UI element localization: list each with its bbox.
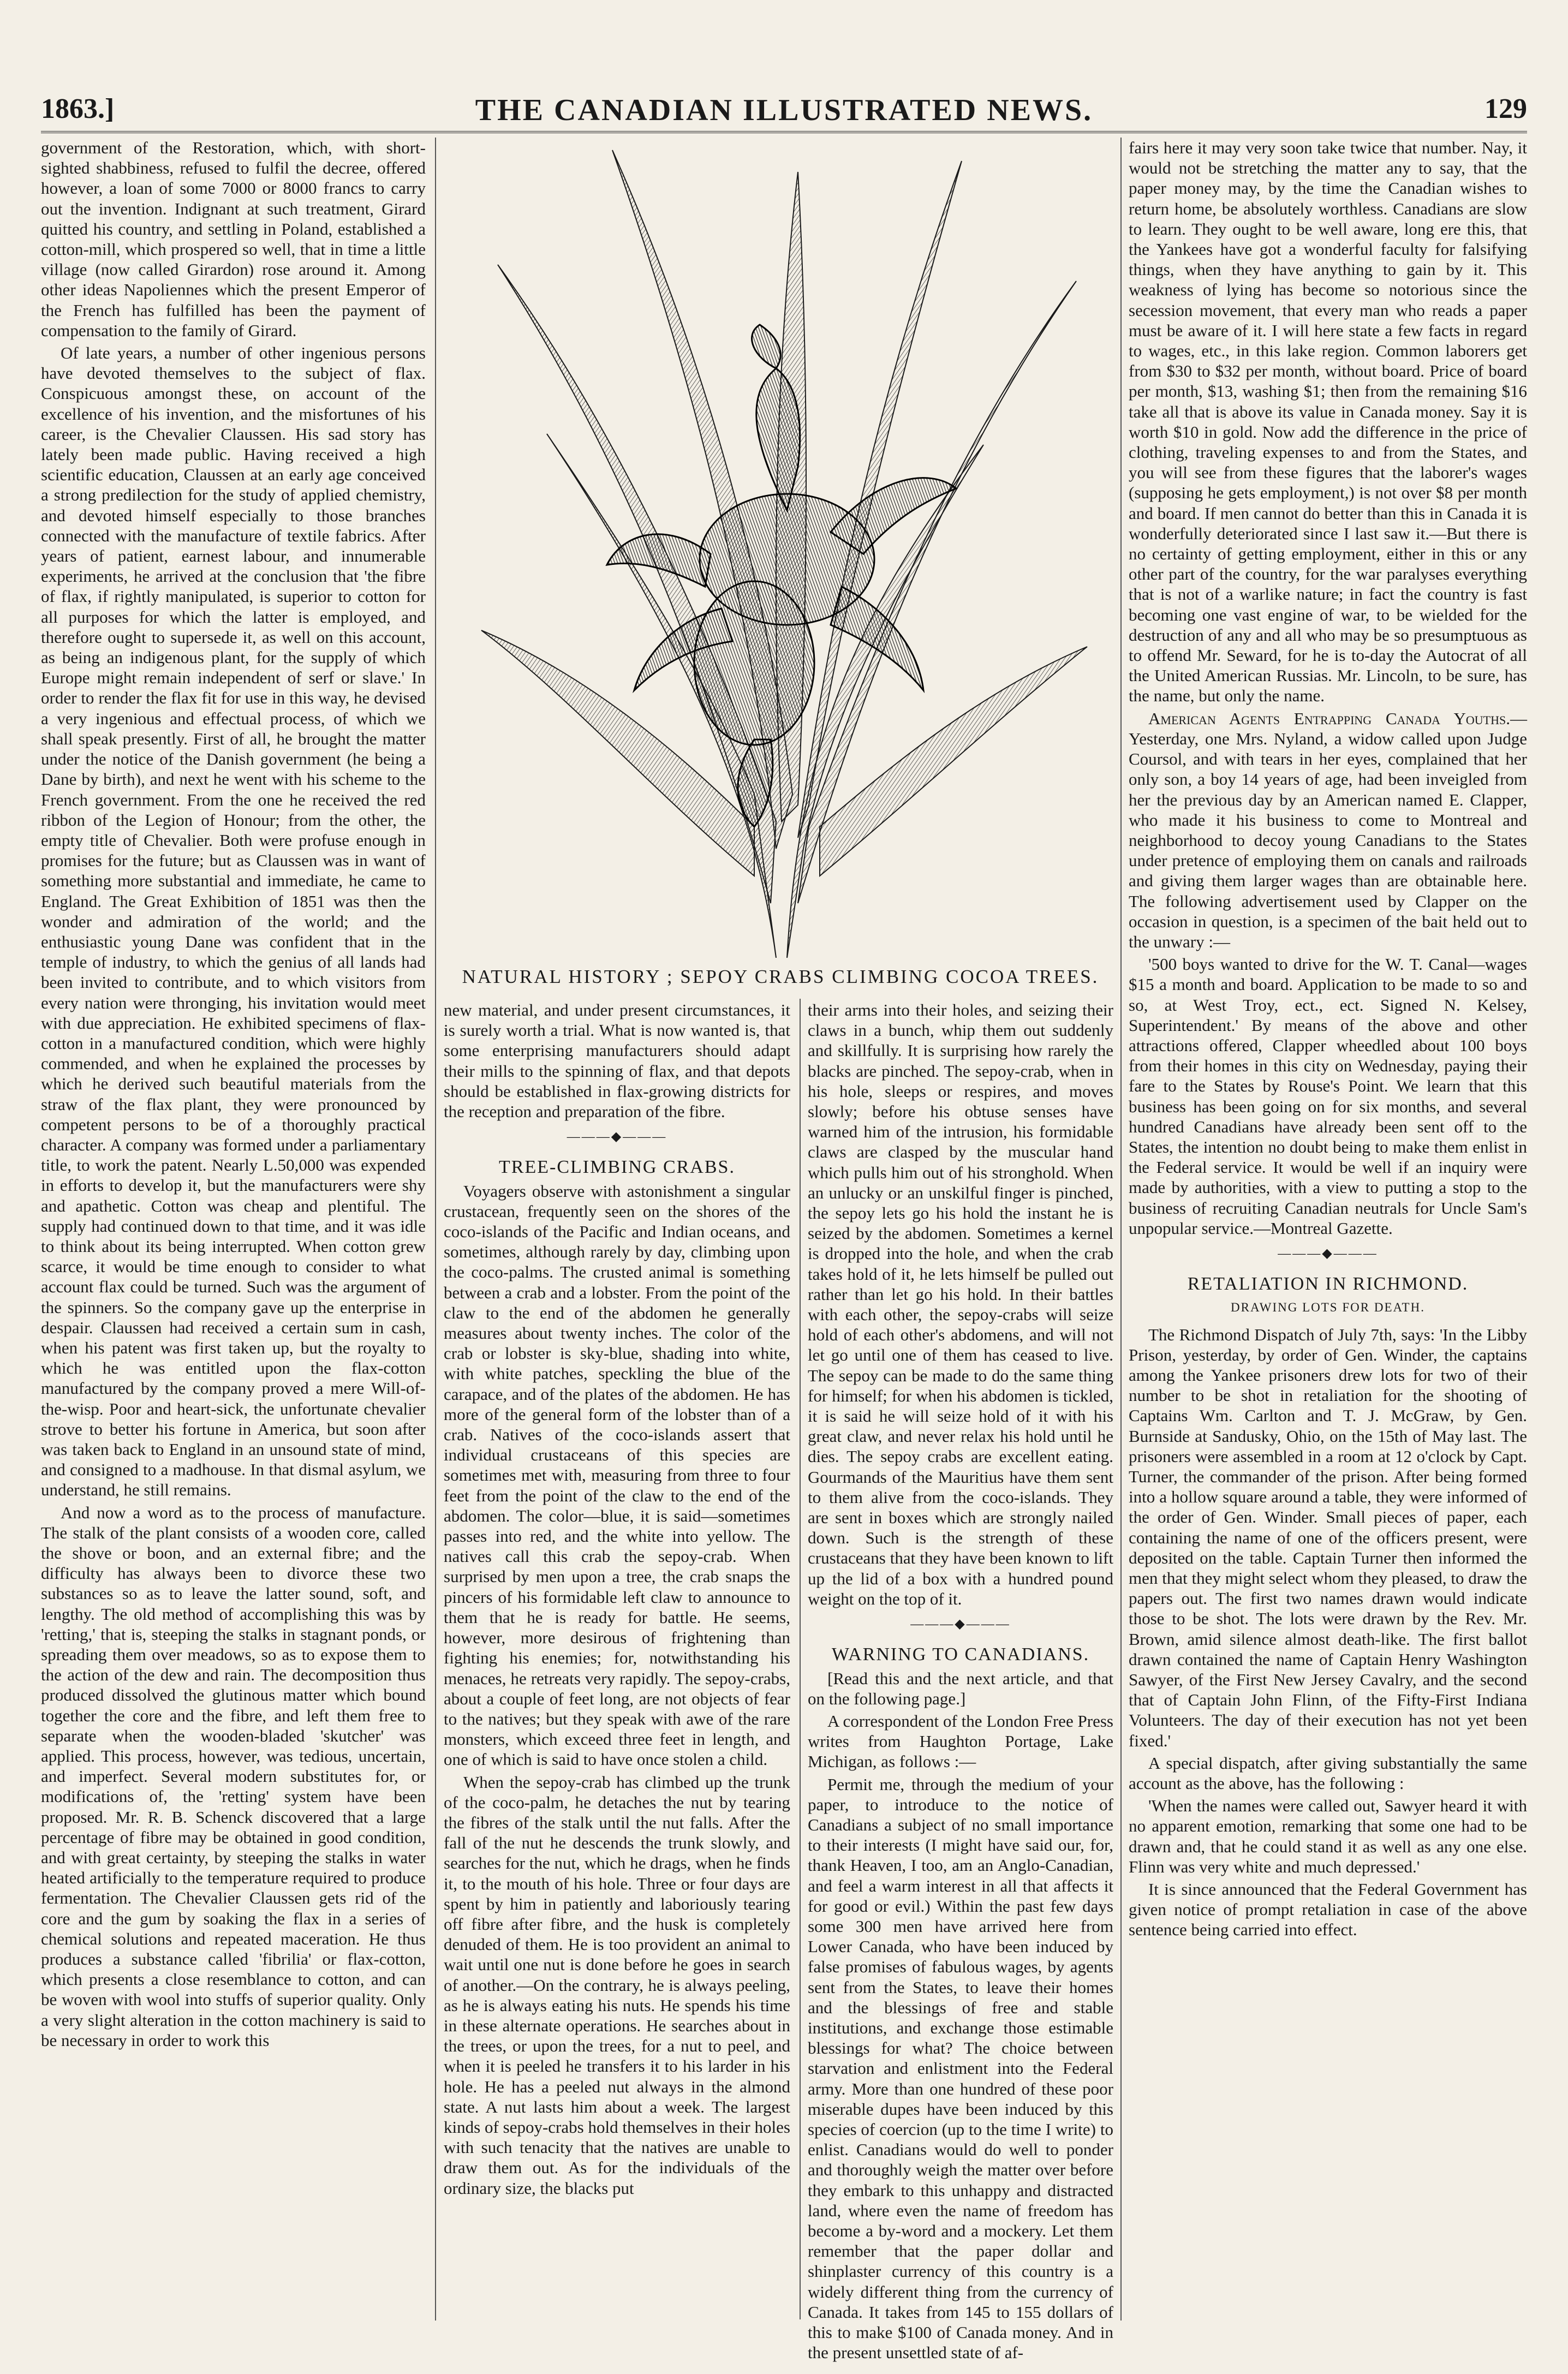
- column-4: [1129, 138, 1527, 2326]
- section-heading: TREE-CLIMBING CRABS.: [499, 1157, 735, 1178]
- masthead: [41, 93, 1527, 131]
- article-paragraph: When the sepoy-crab has climbed up the trunk of the coco-palm, he detaches the nut by tearing the fibres of the stalk until the nut falls. After the fall of the nut he descends the trunk slowly, and searches for the nut, which he drags, when he finds it, to the mouth of his hole. Three or four days are spent by him in patiently and laboriously tearing off fibre after fibre, and the husk is completely denuded of them. He is too provident an animal to wait until one nut is done before he goes in search of another.—On the contrary, he is always peeling, as he is always eating his nuts. He spends his time in these alternate operations. He searches about in the trees, or upon the trees, for a nut to peel, and when it is peeled he transfers it to his larder in his hole. He has a peeled nut always in the almond state. A nut lasts him about a week. The largest kinds of sepoy-crabs hold themselves in their holes with such tenacity that the natives are unable to draw them out. As for the individuals of the ordinary size, the blacks put: [444, 1772, 790, 2198]
- section-heading: WARNING TO CANADIANS.: [831, 1644, 1090, 1665]
- column-3: [808, 1000, 1113, 2363]
- article-paragraph: Of late years, a number of other ingenious persons have devoted themselves to the subject of flax. Conspicuous amongst these, on account of the excellence of his invention, and the misfortunes of his career, is the Chevalier Claussen. His sad story has lately been made public. Having received a high scientific education, Claussen at an early age conceived a strong predilection for the study of applied chemistry, and devoted himself especially to those branches connected with the manufacture of textile fabrics. After years of patient, earnest labour, and innumerable experiments, he arrived at the conclusion that 'the fibre of flax, if rightly manipulated, is superior to cotton for all purposes for which the latter is employed, and therefore ought to supersede it, as well on this account, as being an indigenous plant, for the supply of which Europe might remain independent of serf or slave.' In order to render the flax fit for use in this way, he devised a very ingenious and effectual process, of which we shall speak presently. First of all, he brought the matter under the notice of the Danish government (he being a Dane by birth), and next he went with his scheme to the French government. From the one he received the red ribbon of the Legion of Honour; from the other, the empty title of Chevalier. Both were profuse enough in promises for the future; but as Claussen was in want of something more substantial and immediate, he came to England. The Great Exhibition of 1851 was then the wonder and admiration of the world; and the enthusiastic young Dane was confident that in the temple of industry, to which the genius of all lands had been invited to contribute, and to which visitors from every nation were thronging, his invitation would meet with due appreciation. He exhibited specimens of flax-cotton in a manufactured condition, which were highly commended, and when he explained the processes by which he derived such beautiful materials from the straw of the flax plant, they were pronounced by competent persons to be of a thoroughly practical character. A company was formed under a parliamentary title, to work the patent. Nearly L.50,000 was expended in efforts to develop it, but the manufacturers were shy and apathetic. Cotton was cheap and plentiful. The supply had continued down to that time, and it was idle to think about its being interrupted. When cotton grew scarce, it would be time enough to consider to what account flax could be turned. Such was the argument of the spinners. So the company gave up the enterprise in despair. Claussen had received a certain sum in cash, when his patent was first taken up, but the royalty to which he was entitled upon the flax-cotton manufactured by the company proved a mere Will-of-the-wisp. Poor and heart-sick, the unfortunate chevalier strove to better his fortune in America, but soon after was taken back to England in an unsound state of mind, and consigned to a madhouse. In that dismal asylum, we understand, he still remains.: [41, 343, 426, 1500]
- column-divider: [1120, 138, 1122, 2321]
- ornament-divider: ———◆———: [567, 1130, 667, 1144]
- section-heading: RETALIATION IN RICHMOND.: [1187, 1274, 1469, 1295]
- article-paragraph: '500 boys wanted to drive for the W. T. Canal—wages $15 a month and board. Application to be made to so and so, at West Troy, ect., ect. Signed N. Kelsey, Superintendent.' By means of the above and other attractions offered, Clapper wheedled about 100 boys from their homes in this city on Wednesday, paying their fare to the States by Rouse's Point. We learn that this business has been going on for six months, and several hundred Canadians have already been sent off to the States, the intention no doubt being to make them enlist in the Federal service. It would be well if an inquiry were made by authorities, with a view to putting a stop to the business of recruiting Canadian neutrals for Uncle Sam's unpopular service.—Montreal Gazette.: [1129, 955, 1527, 1238]
- issue-year: 1863.]: [41, 93, 115, 124]
- article-lead: American Agents Entrapping Canada Youths.: [1148, 708, 1510, 728]
- article-paragraph: A correspondent of the London Free Press writes from Haughton Portage, Lake Michigan, as follows :—: [808, 1711, 1113, 1771]
- masthead-rule: [41, 131, 1527, 133]
- page-number: 129: [1484, 93, 1527, 124]
- article-paragraph: their arms into their holes, and seizing their claws in a bunch, whip them out suddenly and skillfully. It is surprising how rarely the blacks are pinched. The sepoy-crab, when in his hole, sleeps or respires, and moves slowly; before his obtuse senses have warned him of the intrusion, his formidable claws are clasped by the muscular hand which pulls him out of his stronghold. When an unlucky or an unskilful finger is pinched, the sepoy lets go his hold the instant he is seized by the abdomen. Sometimes a kernel is dropped into the hole, and when the crab takes hold of it, he lets himself be pulled out rather than let go his hold. In their battles with each other, the sepoy-crabs will seize hold of each other's abdomens, and will not let go until one of them has ceased to live. The sepoy can be made to do the same thing for himself; for when his abdomen is tickled, it is said he will seize hold of it with his great claw, and never relax his hold until he dies. The sepoy crabs are excellent eating. Gourmands of the Mauritius have them sent to them alive from the coco-islands. They are sent in boxes which are strongly nailed down. Such is the strength of these crustaceans that they have been known to lift up the lid of a box with a hundred pound weight on the top of it.: [808, 1000, 1113, 1608]
- crab-illustration: [449, 139, 1109, 974]
- article-paragraph: 'When the names were called out, Sawyer heard it with no apparent emotion, remarking that some one had to be drawn and, that he could stand it as well as any one else. Flinn was very white and much depressed.': [1129, 1796, 1527, 1876]
- column-divider: [800, 999, 801, 2319]
- sepoy-crab-engraving: [449, 139, 1109, 974]
- article-paragraph: fairs here it may very soon take twice that number. Nay, it would not be stretching the matter any to say, that the paper money may, by the time the Canadian wishes to return home, be absolutely worthless. Canadians are slow to learn. They ought to be well aware, long ere this, that the Yankees have got a wonderful faculty for falsifying things, when they have anything to gain by it. This weakness of lying has become so notorious since the secession movement, that every man who reads a paper must be aware of it. I will here state a few facts in regard to wages, etc., in this lake region. Common laborers get from $30 to $32 per month, without board. Price of board per month, $13, washing $1; then from the remaining $16 take all that is above its value in Canada money. Say it is worth $10 in gold. Now add the difference in the price of clothing, traveling expenses to and from the States, and you will see from these figures that the laborer's wages (supposing he gets employment,) is not over $8 per month and board. If men cannot do better than this in Canada it is wonderfully deteriorated since I last saw it.—But there is no certainty of getting employment, either in this or any other part of the country, for the war paralyses everything that is not of a warlike nature; in fact the country is fast becoming one vast engine of war, to be wielded for the destruction of any and all who may be so presumptuous as to offend Mr. Seward, for he is to-day the Autocrat of all the United American Russias. Mr. Lincoln, to be sure, has the name, but only the name.: [1129, 138, 1527, 706]
- editor-note: [Read this and the next article, and that on the following page.]: [808, 1668, 1113, 1708]
- article-paragraph: Voyagers observe with astonishment a singular crustacean, frequently seen on the shores of the coco-islands of the Pacific and Indian oceans, and sometimes, although rarely by day, climbing upon the coco-palms. The crusted animal is something between a crab and a lobster. From the point of the claw to the end of the abdomen he generally measures about twenty inches. The color of the crab or lobster is sky-blue, shading into white, with white patches, speckling the blue of the carapace, and of the plates of the abdomen. He has more of the general form of the lobster than of a crab. Natives of the coco-islands assert that individual crustaceans of this species are sometimes met with, measuring from three to four feet from the point of the claw to the end of the abdomen. The color—blue, it is said—sometimes passes into red, and the white into yellow. The natives call this crab the sepoy-crab. When surprised by men upon a tree, the crab snaps the pincers of his formidable left claw to announce to them that he is ready for battle. He seems, however, more desirous of frightening than fighting his enemies; for, notwithstanding his menaces, he retreats very rapidly. The sepoy-crabs, about a couple of feet long, are not objects of fear to the natives; but they speak with awe of the rare monsters, which exceed three feet in length, and one of which is said to have once stolen a child.: [444, 1181, 790, 1769]
- article-paragraph: American Agents Entrapping Canada Youths.—Yesterday, one Mrs. Nyland, a widow called upon Judge Coursol, and with tears in her eyes, complained that her only son, a boy 14 years of age, had been inveigled from her the previous day by an American named E. Clapper, who made it his business to come to Montreal and neighborhood to decoy young Canadians to the States under pretence of employing them on canals and railroads and giving them larger wages than are obtainable here. The following advertisement used by Clapper on the occasion in question, is a specimen of the bait held out to the unwary :—: [1129, 708, 1527, 951]
- newspaper-title: THE CANADIAN ILLUSTRATED NEWS.: [475, 93, 1093, 127]
- figure-caption: NATURAL HISTORY ; SEPOY CRABS CLIMBING COCOA TREES.: [462, 966, 1099, 987]
- article-paragraph: A special dispatch, after giving substantially the same account as the above, has the following :: [1129, 1753, 1527, 1793]
- article-paragraph: Permit me, through the medium of your paper, to introduce to the notice of Canadians a subject of no small importance to their interests (I might have said our, for, thank Heaven, I too, am an Anglo-Canadian, and feel a warm interest in all that affects it for good or evil.) Within the past few days some 300 men have arrived here from Lower Canada, who have been induced by false promises of fabulous wages, by agents sent from the States, to leave their homes and the blessings of free and stable institutions, and exchange those estimable blessings for what? The choice between starvation and enlistment into the Federal army. More than one hundred of these poor miserable dupes have been induced by this species of coercion (up to the time I write) to enlist. Canadians would do well to ponder and thoroughly weigh the matter over before they embark to this unhappy and distracted land, where even the name of freedom has become a by-word and a mockery. Let them remember that the paper dollar and shinplaster currency of this country is a widely different thing from the currency of Canada. It takes from 145 to 155 dollars of this to make $100 of Canada money. And in the present unsettled state of af-: [808, 1774, 1113, 2363]
- article-paragraph: It is since announced that the Federal Government has given notice of prompt retaliation in case of the above sentence being carried into effect.: [1129, 1880, 1527, 1940]
- column-1: [41, 138, 426, 2326]
- article-paragraph: The Richmond Dispatch of July 7th, says: 'In the Libby Prison, yesterday, by order of Gen. Winder, the captains among the Yankee prisoners drew lots for two of their number to be shot in retaliation for the shooting of Captains Wm. Carlton and T. J. McGraw, by Gen. Burnside at Sandusky, Ohio, on the 15th of May last. The prisoners were assembled in a room at 12 o'clock by Capt. Turner, the commander of the prison. After being formed into a hollow square around a table, they were informed of the order of Gen. Winder. Small pieces of paper, each containing the name of one of the officers present, were deposited on the table. Captain Turner then informed the men that they might select whom they pleased, to draw the papers out. The first two names drawn would indicate those to be shot. The lots were drawn by the Rev. Mr. Brown, amid silence almost death-like. The first ballot drawn contained the name of Captain Henry Washington Sawyer, of the First New Jersey Cavalry, and the second that of Captain John Flinn, of the Fifty-First Indiana Volunteers. The day of their execution has not yet been fixed.': [1129, 1325, 1527, 1750]
- column-divider: [435, 138, 436, 2321]
- article-paragraph: government of the Restoration, which, with short-sighted shabbiness, refused to fulfil the decree, offered however, a loan of some 7000 or 8000 francs to carry out the invention. Indignant at such treatment, Girard quitted his country, and settling in Poland, established a cotton-mill, which prospered so well, that in time a little village (now called Girardon) rose around it. Among other ideas Napoliennes which the present Emperor of the French has fulfilled has been the payment of compensation to the family of Girard.: [41, 138, 426, 340]
- column-2: [444, 1000, 790, 2326]
- section-subheading: DRAWING LOTS FOR DEATH.: [1231, 1301, 1425, 1315]
- article-paragraph: new material, and under present circumstances, it is surely worth a trial. What is now wanted is, that some enterprising manufacturers should adapt their mills to the spinning of flax, and that depots should be established in flax-growing districts for the reception and preparation of the fibre.: [444, 1000, 790, 1122]
- ornament-divider: ———◆———: [910, 1617, 1011, 1632]
- article-paragraph: And now a word as to the process of manufacture. The stalk of the plant consists of a wooden core, called the shove or boon, and an external fibre; and the difficulty has always been to divorce these two substances so as to leave the latter sound, soft, and lengthy. The old method of accomplishing this was by 'retting,' that is, steeping the stalks in stagnant ponds, or spreading them over meadows, so as to expose them to the action of the dew and rain. The decomposition thus produced dissolved the glutinous matter which bound together the core and the fibre, and left them free to separate when the wooden-bladed 'skutcher' was applied. This process, however, was tedious, uncertain, and imperfect. Several modern substitutes for, or modifications of, the 'retting' system have been proposed. Mr. R. B. Schenck discovered that a large percentage of fibre may be obtained in good condition, and with great certainty, by steeping the stalks in water heated artificially to the temperature required to produce fermentation. The Chevalier Claussen gets rid of the core and the gum by soaking the flax in a series of chemical solutions and repeated maceration. He thus produces a substance called 'fibrilia' or flax-cotton, which presents a close resemblance to cotton, and can be woven with wool into stuffs of superior quality. Only a very slight alteration in the cotton machinery is said to be necessary in order to work this: [41, 1502, 426, 2050]
- ornament-divider: ———◆———: [1278, 1246, 1378, 1261]
